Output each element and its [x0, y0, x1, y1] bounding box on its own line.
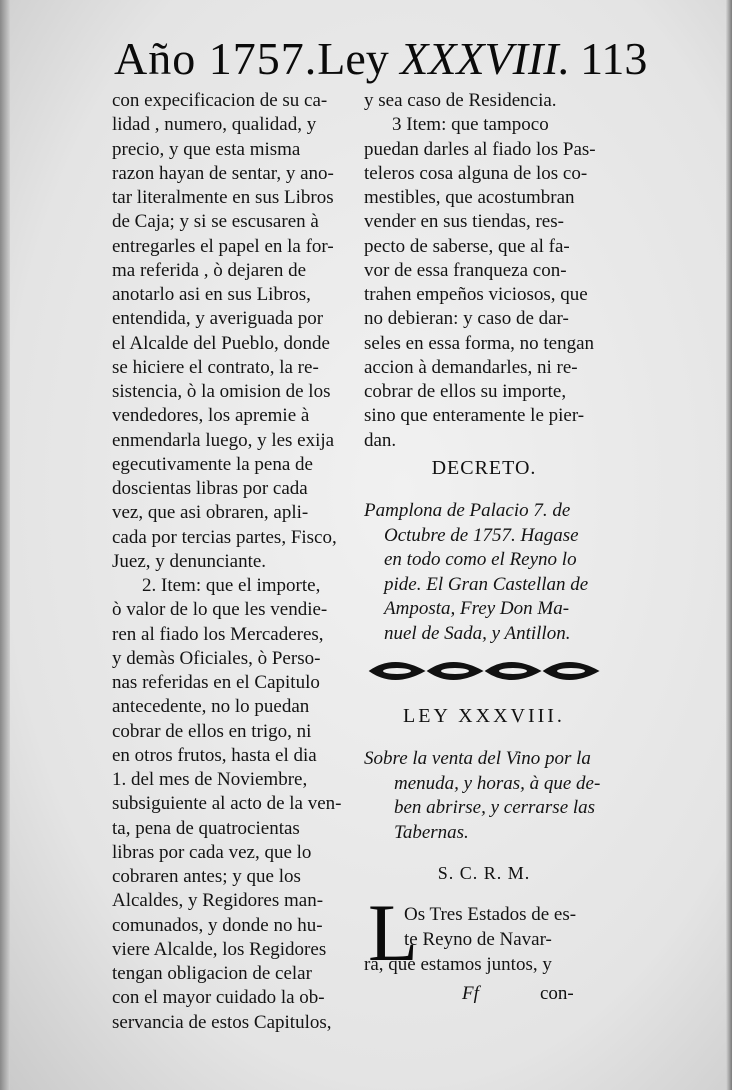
- left-column-line: cobrar de ellos en trigo, ni: [112, 720, 312, 742]
- left-column-line: 2. Item: que el importe,: [142, 575, 321, 596]
- left-column-line: de Caja; y si se escusaren à: [112, 211, 319, 233]
- left-column-line: ò valor de lo que les vendie-: [112, 599, 328, 621]
- left-column-line: antecedente, no lo puedan: [112, 696, 310, 718]
- right-column-line: vender en sus tiendas, res-: [364, 211, 564, 233]
- right-column-line: trahen empeños viciosos, que: [364, 284, 588, 305]
- left-column-line: cada por tercias partes, Fisco,: [112, 526, 337, 548]
- left-column-line: 1. del mes de Noviembre,: [112, 769, 308, 790]
- right-column-line: y sea caso de Residencia.: [364, 90, 557, 111]
- decree-line: en todo como el Reyno lo: [384, 549, 577, 570]
- ornamental-divider: [368, 658, 600, 684]
- salutation: S. C. R. M.: [437, 863, 531, 883]
- running-header: [114, 28, 648, 90]
- left-column-line: precio, y que esta misma: [112, 138, 301, 160]
- decree-heading: DECRETO.: [431, 457, 537, 479]
- right-column-line: vor de essa franqueza con-: [364, 259, 567, 281]
- right-column-line: accion à demandarles, ni re-: [364, 356, 578, 378]
- left-column-line: egecutivamente la pena de: [112, 453, 313, 475]
- left-column-line: y demàs Oficiales, ò Perso-: [112, 647, 321, 669]
- law-summary-line: menuda, y horas, à que de-: [394, 772, 601, 794]
- decree-line: Octubre de 1757. Hagase: [384, 524, 579, 546]
- left-column-line: cobraren antes; y que los: [112, 866, 301, 887]
- catchword: con-: [540, 983, 574, 1004]
- left-column-line: libras por cada vez, que lo: [112, 841, 312, 863]
- law-summary-line: ben abrirse, y cerrarse las: [394, 797, 596, 818]
- left-column-line: tengan obligacion de celar: [112, 963, 312, 984]
- right-column-line: 3 Item: que tampoco: [392, 114, 549, 136]
- drop-cap-letter: L: [368, 887, 419, 978]
- page-edge-shadow: [726, 0, 732, 1090]
- law-summary-line: Sobre la venta del Vino por la: [364, 748, 591, 769]
- left-column-line: subsiguiente al acto de la ven-: [112, 793, 342, 815]
- right-column-line: cobrar de ellos su importe,: [364, 381, 567, 402]
- left-column-line: vez, que asi obraren, apli-: [112, 502, 309, 524]
- law-body-line: te Reyno de Navar-: [404, 929, 552, 950]
- decree-line: Pamplona de Palacio 7. de: [364, 500, 571, 521]
- left-column-line: anotarlo asi en sus Libros,: [112, 284, 311, 305]
- law-body-line: Os Tres Estados de es-: [404, 904, 577, 925]
- right-column-line: no debieran: y caso de dar-: [364, 308, 569, 330]
- left-column-line: vendedores, los apremie à: [112, 405, 310, 427]
- left-column-line: entendida, y averiguada por: [112, 308, 324, 330]
- right-column-line: seles en essa forma, no tengan: [364, 332, 595, 354]
- page-number: 113: [580, 33, 648, 84]
- decree-line: pide. El Gran Castellan de: [384, 573, 589, 595]
- law-heading: LEY XXXVIII.: [403, 705, 565, 727]
- left-column-line: lidad , numero, qualidad, y: [112, 114, 317, 136]
- right-column-line: puedan darles al fiado los Pas-: [364, 138, 596, 160]
- right-column-line: teleros cosa alguna de los co-: [364, 162, 588, 184]
- left-column-line: tar literalmente en sus Libros: [112, 187, 334, 208]
- decree-line: Amposta, Frey Don Ma-: [384, 598, 570, 619]
- left-column-line: el Alcalde del Pueblo, donde: [112, 332, 330, 354]
- left-column-line: ren al fiado los Mercaderes,: [112, 623, 324, 645]
- left-column-line: con expecificacion de su ca-: [112, 90, 328, 111]
- left-column-line: servancia de estos Capitulos,: [112, 1011, 332, 1033]
- left-column-line: ma referida , ò dejaren de: [112, 259, 307, 281]
- left-column-line: razon hayan de sentar, y ano-: [112, 162, 334, 184]
- right-column-line: dan.: [364, 429, 397, 451]
- left-column-line: viere Alcalde, los Regidores: [112, 938, 327, 960]
- left-column-line: enmendarla luego, y les exija: [112, 429, 335, 451]
- right-column-line: sino que enteramente le pier-: [364, 405, 585, 427]
- page-gutter-shadow: [0, 0, 10, 1090]
- left-column-line: con el mayor cuidado la ob-: [112, 987, 325, 1009]
- signature-mark: Ff: [462, 983, 479, 1004]
- left-column-line: Alcaldes, y Regidores man-: [112, 890, 324, 912]
- left-column-line: se hiciere el contrato, la re-: [112, 356, 319, 378]
- law-body-line: ra, que estamos juntos, y: [364, 954, 552, 975]
- left-column-line: ta, pena de quatrocientas: [112, 817, 300, 839]
- header-year: Año 1757.: [114, 33, 318, 84]
- law-summary-line: Tabernas.: [394, 821, 469, 843]
- right-column-line: pecto de saberse, que al fa-: [364, 235, 570, 257]
- decree-line: nuel de Sada, y Antillon.: [384, 622, 571, 644]
- left-column-line: nas referidas en el Capitulo: [112, 672, 320, 693]
- header-ley-word: Ley: [317, 33, 401, 84]
- left-column-line: Juez, y denunciante.: [112, 550, 267, 572]
- right-column-line: mestibles, que acostumbran: [364, 187, 575, 208]
- header-law-number: XXXVIII.: [400, 33, 571, 84]
- left-column-line: sistencia, ò la omision de los: [112, 381, 331, 402]
- left-column-line: entregarles el papel en la for-: [112, 235, 334, 257]
- left-column-line: comunados, y donde no hu-: [112, 914, 323, 936]
- left-column-line: en otros frutos, hasta el dia: [112, 744, 317, 766]
- left-column-line: doscientas libras por cada: [112, 478, 308, 499]
